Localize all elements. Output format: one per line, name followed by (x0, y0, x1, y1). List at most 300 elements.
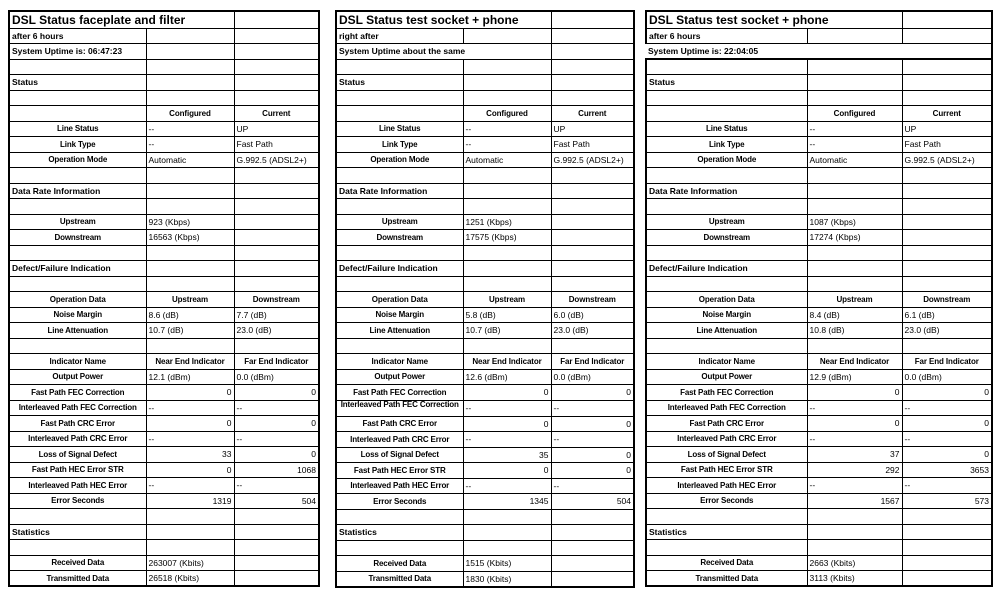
value-cell: 33 (146, 447, 234, 463)
blank-cell (146, 276, 234, 292)
row-label: Interleaved Path CRC Error (336, 432, 463, 448)
table-row (646, 292, 992, 308)
table-row (336, 540, 634, 556)
table-row (336, 214, 634, 230)
blank-cell (146, 59, 234, 75)
row-label (336, 400, 463, 416)
row-label: Upstream (336, 214, 463, 230)
row-label: Loss of Signal Defect (9, 447, 146, 463)
value-cell: 0 (551, 463, 634, 479)
section-heading-defect: Defect/Failure Indication (646, 261, 807, 277)
row-label: Upstream (646, 214, 807, 230)
table-title: DSL Status faceplate and filter (9, 11, 234, 28)
table-row (9, 509, 319, 525)
table-row (9, 385, 319, 401)
blank-cell (146, 540, 234, 556)
row-label: Downstream (646, 230, 807, 246)
row-label: Transmitted Data (9, 571, 146, 587)
table-row (336, 447, 634, 463)
row-label: Interleaved Path HEC Error (336, 478, 463, 494)
blank-cell (646, 245, 807, 261)
table-row (646, 199, 992, 215)
blank-cell (463, 28, 551, 44)
value-cell: -- (902, 431, 992, 447)
table-row (336, 416, 634, 432)
table-row (9, 44, 319, 60)
table-row (646, 261, 992, 277)
value-cell: 8.6 (dB) (146, 307, 234, 323)
value-cell: 1319 (146, 493, 234, 509)
row-label: Interleaved Path HEC Error (646, 478, 807, 494)
value-cell: 0 (902, 385, 992, 401)
blank-cell (234, 261, 319, 277)
value-cell: 35 (463, 447, 551, 463)
table-row (646, 168, 992, 184)
row-label: Line Attenuation (336, 323, 463, 339)
value-cell: 0 (551, 447, 634, 463)
table-row (646, 478, 992, 494)
table-body (336, 11, 634, 587)
table-row (9, 431, 319, 447)
column-header: Far End Indicator (551, 354, 634, 370)
table-row (9, 292, 319, 308)
value-cell: 0 (902, 416, 992, 432)
blank-cell (336, 540, 463, 556)
value-cell: 0 (146, 416, 234, 432)
value-cell: -- (234, 431, 319, 447)
row-label: Fast Path HEC Error STR (336, 463, 463, 479)
table-row (646, 323, 992, 339)
blank-cell (646, 106, 807, 122)
table-row (646, 369, 992, 385)
row-label: Transmitted Data (646, 571, 807, 587)
value-cell: -- (234, 400, 319, 416)
blank-cell (807, 338, 902, 354)
blank-cell (463, 261, 551, 277)
blank-cell (9, 106, 146, 122)
uptime-cell: System Uptime about the same (336, 44, 551, 60)
row-label: Output Power (9, 369, 146, 385)
table-row (336, 463, 634, 479)
blank-cell (902, 168, 992, 184)
table-body (9, 11, 319, 586)
value-cell: 0 (551, 416, 634, 432)
row-label: Received Data (9, 555, 146, 571)
blank-cell (234, 230, 319, 246)
dsl-table-test-socket-6h (645, 10, 993, 587)
blank-cell (146, 524, 234, 540)
blank-cell (9, 199, 146, 215)
blank-cell (463, 338, 551, 354)
column-header: Configured (463, 106, 551, 122)
blank-cell (336, 199, 463, 215)
blank-cell (463, 276, 551, 292)
blank-cell (807, 509, 902, 525)
table-row (336, 276, 634, 292)
blank-cell (234, 276, 319, 292)
table-row (336, 400, 634, 416)
table-row (646, 385, 992, 401)
table-row (9, 168, 319, 184)
blank-cell (463, 90, 551, 106)
row-label: Noise Margin (646, 307, 807, 323)
row-label: Output Power (336, 369, 463, 385)
value-cell: 0 (551, 385, 634, 401)
value-cell: -- (807, 121, 902, 137)
row-label: Fast Path CRC Error (336, 416, 463, 432)
blank-cell (807, 168, 902, 184)
row-label: Error Seconds (9, 493, 146, 509)
blank-cell (336, 276, 463, 292)
table-row (9, 230, 319, 246)
value-cell: -- (807, 431, 902, 447)
table-row (646, 11, 992, 28)
table-row (336, 106, 634, 122)
blank-cell (807, 28, 902, 44)
blank-cell (902, 338, 992, 354)
table-row (646, 28, 992, 44)
column-header: Upstream (146, 292, 234, 308)
blank-cell (807, 524, 902, 540)
value-cell: -- (463, 432, 551, 448)
value-cell: -- (807, 400, 902, 416)
blank-cell (463, 245, 551, 261)
blank-cell (336, 59, 463, 75)
blank-cell (646, 90, 807, 106)
column-header: Current (902, 106, 992, 122)
blank-cell (902, 44, 992, 60)
table-row (9, 571, 319, 587)
table-row (646, 121, 992, 137)
table-row (336, 478, 634, 494)
blank-cell (234, 11, 319, 28)
blank-cell (9, 276, 146, 292)
blank-cell (902, 214, 992, 230)
value-cell: 0 (234, 416, 319, 432)
blank-cell (551, 276, 634, 292)
table-row (336, 307, 634, 323)
table-row (646, 555, 992, 571)
row-label: Link Type (9, 137, 146, 153)
row-label: Line Attenuation (9, 323, 146, 339)
table-row (9, 354, 319, 370)
column-header: Near End Indicator (807, 354, 902, 370)
table-row (9, 555, 319, 571)
value-cell: 0 (463, 463, 551, 479)
value-cell: 12.6 (dBm) (463, 369, 551, 385)
row-label: Transmitted Data (336, 571, 463, 587)
table-row (9, 214, 319, 230)
blank-cell (902, 28, 992, 44)
uptime-cell: System Uptime is: 22:04:05 (646, 44, 807, 60)
blank-cell (234, 183, 319, 199)
table-row (646, 230, 992, 246)
section-heading-defect: Defect/Failure Indication (336, 261, 463, 277)
column-header: Indicator Name (9, 354, 146, 370)
table-row (9, 338, 319, 354)
table-row (9, 106, 319, 122)
table-row (646, 540, 992, 556)
table-row (646, 354, 992, 370)
blank-cell (9, 245, 146, 261)
blank-cell (146, 338, 234, 354)
value-cell: 10.8 (dB) (807, 323, 902, 339)
value-cell: -- (463, 137, 551, 153)
blank-cell (902, 509, 992, 525)
blank-cell (234, 338, 319, 354)
note-cell: after 6 hours (9, 28, 146, 44)
table-row (336, 183, 634, 199)
blank-cell (551, 75, 634, 91)
value-cell: Fast Path (234, 137, 319, 153)
table-row (9, 447, 319, 463)
column-header: Current (234, 106, 319, 122)
blank-cell (146, 75, 234, 91)
blank-cell (234, 90, 319, 106)
table-row (336, 59, 634, 75)
blank-cell (807, 75, 902, 91)
blank-cell (646, 199, 807, 215)
value-cell: 23.0 (dB) (234, 323, 319, 339)
table-row (336, 556, 634, 572)
table-row (9, 199, 319, 215)
row-label-wrapped: Interleaved Path FEC Correction (340, 400, 459, 409)
blank-cell (234, 571, 319, 587)
value-cell: 0 (807, 416, 902, 432)
blank-cell (234, 214, 319, 230)
value-cell: 923 (Kbps) (146, 214, 234, 230)
blank-cell (551, 199, 634, 215)
row-label: Fast Path CRC Error (646, 416, 807, 432)
blank-cell (902, 183, 992, 199)
blank-cell (902, 540, 992, 556)
table-row (9, 245, 319, 261)
table-row (336, 525, 634, 541)
value-cell: 1830 (Kbits) (463, 571, 551, 587)
table-row (646, 137, 992, 153)
value-cell: 17274 (Kbps) (807, 230, 902, 246)
blank-cell (551, 338, 634, 354)
blank-cell (902, 555, 992, 571)
blank-cell (146, 90, 234, 106)
value-cell: -- (234, 478, 319, 494)
blank-cell (234, 555, 319, 571)
table-row (9, 75, 319, 91)
blank-cell (9, 509, 146, 525)
blank-cell (551, 245, 634, 261)
table-row (646, 400, 992, 416)
table-row (9, 261, 319, 277)
table-row (336, 385, 634, 401)
blank-cell (234, 199, 319, 215)
row-label: Operation Mode (9, 152, 146, 168)
table-title: DSL Status test socket + phone (336, 11, 551, 28)
table-row (646, 276, 992, 292)
row-label: Error Seconds (336, 494, 463, 510)
table-row (9, 152, 319, 168)
value-cell: 504 (551, 494, 634, 510)
blank-cell (9, 338, 146, 354)
blank-cell (336, 168, 463, 184)
table-row (336, 28, 634, 44)
blank-cell (902, 276, 992, 292)
row-label: Interleaved Path HEC Error (9, 478, 146, 494)
value-cell: Automatic (463, 152, 551, 168)
table-row (336, 292, 634, 308)
blank-cell (551, 230, 634, 246)
value-cell: 8.4 (dB) (807, 307, 902, 323)
row-label: Line Status (646, 121, 807, 137)
row-label: Downstream (336, 230, 463, 246)
column-header: Downstream (234, 292, 319, 308)
table-row (646, 416, 992, 432)
value-cell: -- (551, 400, 634, 416)
column-header: Near End Indicator (146, 354, 234, 370)
blank-cell (463, 168, 551, 184)
column-header: Downstream (551, 292, 634, 308)
blank-cell (807, 276, 902, 292)
blank-cell (234, 509, 319, 525)
dsl-table-test-socket-right-after (335, 10, 635, 588)
blank-cell (807, 261, 902, 277)
table-row (336, 338, 634, 354)
table-row (9, 323, 319, 339)
table-row (9, 137, 319, 153)
value-cell: 3653 (902, 462, 992, 478)
table-row (336, 152, 634, 168)
column-header: Upstream (807, 292, 902, 308)
blank-cell (463, 509, 551, 525)
value-cell: 0 (146, 462, 234, 478)
value-cell: -- (146, 431, 234, 447)
column-header: Indicator Name (646, 354, 807, 370)
row-label: Upstream (9, 214, 146, 230)
table-row (336, 90, 634, 106)
row-label: Loss of Signal Defect (646, 447, 807, 463)
blank-cell (234, 44, 319, 60)
section-heading-statistics: Statistics (336, 525, 463, 541)
blank-cell (234, 168, 319, 184)
value-cell: -- (146, 137, 234, 153)
value-cell: 0 (463, 385, 551, 401)
value-cell: -- (807, 478, 902, 494)
value-cell: G.992.5 (ADSL2+) (902, 152, 992, 168)
row-label: Operation Mode (336, 152, 463, 168)
value-cell: -- (463, 400, 551, 416)
value-cell: 1515 (Kbits) (463, 556, 551, 572)
blank-cell (234, 59, 319, 75)
table-row (9, 183, 319, 199)
table-row (336, 354, 634, 370)
value-cell: Fast Path (902, 137, 992, 153)
value-cell: 1345 (463, 494, 551, 510)
uptime-cell: System Uptime is: 06:47:23 (9, 44, 146, 60)
value-cell: 263007 (Kbits) (146, 555, 234, 571)
blank-cell (902, 75, 992, 91)
table-row (646, 245, 992, 261)
blank-cell (551, 214, 634, 230)
table-title: DSL Status test socket + phone (646, 11, 902, 28)
table-row (336, 323, 634, 339)
value-cell: 0.0 (dBm) (902, 369, 992, 385)
blank-cell (807, 540, 902, 556)
section-heading-status: Status (646, 75, 807, 91)
section-heading-statistics: Statistics (646, 524, 807, 540)
row-label: Noise Margin (336, 307, 463, 323)
blank-cell (902, 90, 992, 106)
table-row (9, 540, 319, 556)
blank-cell (902, 199, 992, 215)
blank-cell (646, 540, 807, 556)
blank-cell (551, 571, 634, 587)
table-row (646, 307, 992, 323)
column-header: Operation Data (646, 292, 807, 308)
value-cell: 23.0 (dB) (902, 323, 992, 339)
table-row (9, 11, 319, 28)
blank-cell (146, 261, 234, 277)
value-cell: -- (463, 121, 551, 137)
value-cell: G.992.5 (ADSL2+) (234, 152, 319, 168)
value-cell: 37 (807, 447, 902, 463)
row-label: Downstream (9, 230, 146, 246)
row-label: Line Status (336, 121, 463, 137)
blank-cell (807, 90, 902, 106)
blank-cell (807, 183, 902, 199)
blank-cell (234, 524, 319, 540)
table-row (646, 75, 992, 91)
blank-cell (902, 571, 992, 587)
value-cell: 10.7 (dB) (146, 323, 234, 339)
blank-cell (646, 509, 807, 525)
value-cell: -- (146, 400, 234, 416)
row-label: Fast Path FEC Correction (646, 385, 807, 401)
table-row (336, 245, 634, 261)
value-cell: 1567 (807, 493, 902, 509)
table-row (646, 509, 992, 525)
blank-cell (9, 59, 146, 75)
blank-cell (551, 261, 634, 277)
blank-cell (336, 90, 463, 106)
section-heading-data-rate: Data Rate Information (9, 183, 146, 199)
row-label: Interleaved Path FEC Correction (9, 400, 146, 416)
value-cell: 26518 (Kbits) (146, 571, 234, 587)
value-cell: -- (463, 478, 551, 494)
row-label: Interleaved Path CRC Error (646, 431, 807, 447)
blank-cell (234, 28, 319, 44)
blank-cell (336, 509, 463, 525)
value-cell: 6.0 (dB) (551, 307, 634, 323)
blank-cell (902, 245, 992, 261)
value-cell: -- (902, 400, 992, 416)
table-row (336, 199, 634, 215)
value-cell: 0 (146, 385, 234, 401)
table-row (646, 338, 992, 354)
value-cell: 0 (234, 447, 319, 463)
row-label: Loss of Signal Defect (336, 447, 463, 463)
table-row (646, 59, 992, 75)
blank-cell (146, 245, 234, 261)
row-label: Fast Path FEC Correction (336, 385, 463, 401)
blank-cell (551, 525, 634, 541)
column-header: Configured (146, 106, 234, 122)
blank-cell (551, 509, 634, 525)
section-heading-status: Status (336, 75, 463, 91)
table-row (336, 230, 634, 246)
blank-cell (902, 11, 992, 28)
blank-cell (807, 245, 902, 261)
value-cell: 504 (234, 493, 319, 509)
table-row (9, 400, 319, 416)
